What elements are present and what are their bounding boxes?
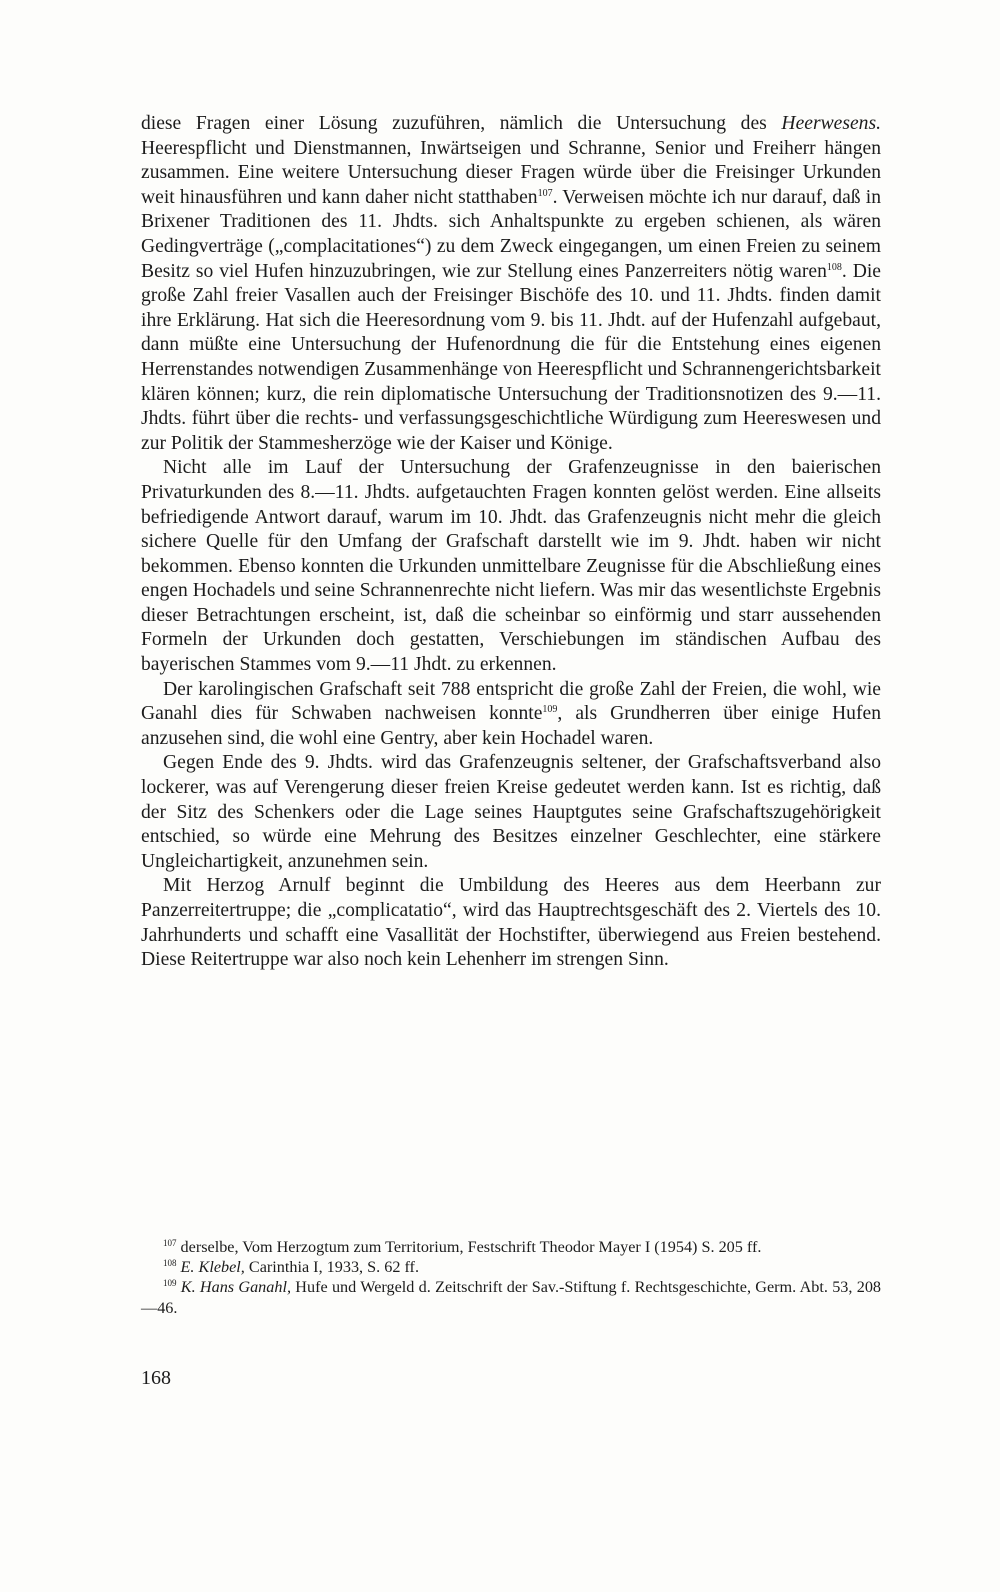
footnotes — [141, 1237, 881, 1318]
footnote-ref-109[interactable]: 109 — [542, 704, 558, 716]
footnote-ref-107[interactable]: 107 — [537, 187, 553, 199]
paragraph-3 — [141, 678, 881, 752]
footnote-number: 109 — [163, 1278, 177, 1289]
emphasis-heerwesens: Heerwesens. — [781, 113, 881, 134]
text-segment: . Verweisen möchte ich nur darauf, daß in Brixener Traditionen des 11. Jhdts. sich Anhaltspunkte zu ergeben schienen, als wären Gedingverträge („complacitationes“) zu dem Zweck eingegangen, um einen Freien zu seinem Besitz so viel Hufen hinzuzubringen, wie zur Stellung eines Panzerreiters nötig waren — [141, 186, 881, 282]
paragraph-2: Nicht alle im Lauf der Untersuchung der Grafenzeugnisse in den baierischen Privaturkunden des 8.—11. Jhdts. aufgetauchten Fragen konnten gelöst werden. Eine allseits befriedigende Antwort darauf, warum im 10. Jhdt. das Grafenzeugnis nicht mehr die gleich sichere Quelle für den Umfang der Grafschaft darstellt wie im 9. Jhdt. haben wir nicht bekommen. Ebenso konnten die Urkunden unmittelbare Zeugnisse für die Abschließung eines engen Hochadels und seine Schrannenrechte nicht liefern. Was mir das wesentlichste Ergebnis dieser Betrachtungen erscheint, ist, daß die scheinbar so einförmig und starr aussehenden Formeln der Urkunden doch gestatten, Verschiebungen im ständischen Aufbau des bayerischen Stammes vom 9.—11 Jhdt. zu erkennen. — [141, 457, 881, 676]
footnote-number: 108 — [163, 1258, 177, 1269]
footnote-number: 107 — [163, 1238, 177, 1248]
text-segment: diese Fragen einer Lösung zuzuführen, nämlich die Untersuchung des — [141, 113, 782, 134]
page-number: 168 — [141, 1367, 171, 1389]
paragraph-4: Gegen Ende des 9. Jhdts. wird das Grafenzeugnis seltener, der Grafschaftsverband also lockerer, was auf Verengerung dieser freien Kreise gedeutet werden kann. Ist es richtig, daß der Sitz des Schenkers oder die Lage seines Hauptgutes seine Grafschaftszugehörigkeit entschied, so würde eine Mehrung des Besitzes einzelner Geschlechter, eine stärkere Ungleichartigkeit, anzunehmen sein. — [141, 752, 881, 872]
text-segment: Der karolingischen Grafschaft seit 788 entspricht die große Zahl der Freien, die wohl, wie Ganahl dies für Schwaben nachweisen konnte — [141, 678, 881, 725]
paragraph-1 — [141, 112, 881, 456]
text-segment: . Die große Zahl freier Vasallen auch der Freisinger Bischöfe des 10. und 11. Jhdts. finden damit ihre Erklärung. Hat sich die Heeresordnung vom 9. bis 11. Jhdt. auf der Hufenzahl aufgebaut, dann müßte eine Untersuchung der Hufenordnung die für die Entstehung eines eigenen Herrenstandes notwendigen Zusammenhänge von Heerespflicht und Schrannengerichtsbarkeit klären können; kurz, die rein diplomatische Untersuchung der Traditionsnotizen des 9.—11. Jhdts. führt über die rechts- und verfassungsgeschichtliche Würdigung zum Heereswesen und zur Politik der Stammesherzöge wie der Kaiser und Könige. — [141, 260, 881, 454]
footnote-author: E. Klebel, — [180, 1258, 245, 1277]
footnote-ref-108[interactable]: 108 — [826, 261, 842, 273]
footnote-author: K. Hans Ganahl, — [180, 1278, 292, 1297]
text-segment: , als Grundherren über einige Hufen anzusehen sind, die wohl eine Gentry, aber kein Hochadel waren. — [141, 703, 881, 749]
text-segment: Heerespflicht und Dienstmannen, Inwärtseigen und Schranne, Senior und Freiherr hängen zusammen. Eine weitere Untersuchung dieser Fragen würde über die Freisinger Urkunden weit hinausführen und kann daher nicht statthaben — [141, 137, 881, 208]
footnote-109 — [141, 1277, 881, 1317]
footnote-text: Carinthia I, 1933, S. 62 ff. — [244, 1258, 419, 1277]
paragraph-5: Mit Herzog Arnulf beginnt die Umbildung des Heeres aus dem Heerbann zur Panzerreitertruppe; die „complicatatio“, wird das Hauptrechtsgeschäft des 2. Viertels des 10. Jahrhunderts und schafft eine Vasallität der Hochstifter, überwiegend aus Freien bestehend. Diese Reitertruppe war also noch kein Lehenherr im strengen Sinn. — [141, 875, 881, 971]
body-text — [141, 112, 881, 973]
footnote-108 — [141, 1257, 881, 1277]
footnote-107 — [141, 1237, 881, 1257]
footnote-text: derselbe, Vom Herzogtum zum Territorium, Festschrift Theodor Mayer I (1954) S. 205 ff. — [176, 1238, 762, 1256]
footnote-text: Hufe und Wergeld d. Zeitschrift der Sav.-Stiftung f. Rechtsgeschichte, Germ. Abt. 53, 208—46. — [141, 1278, 882, 1317]
